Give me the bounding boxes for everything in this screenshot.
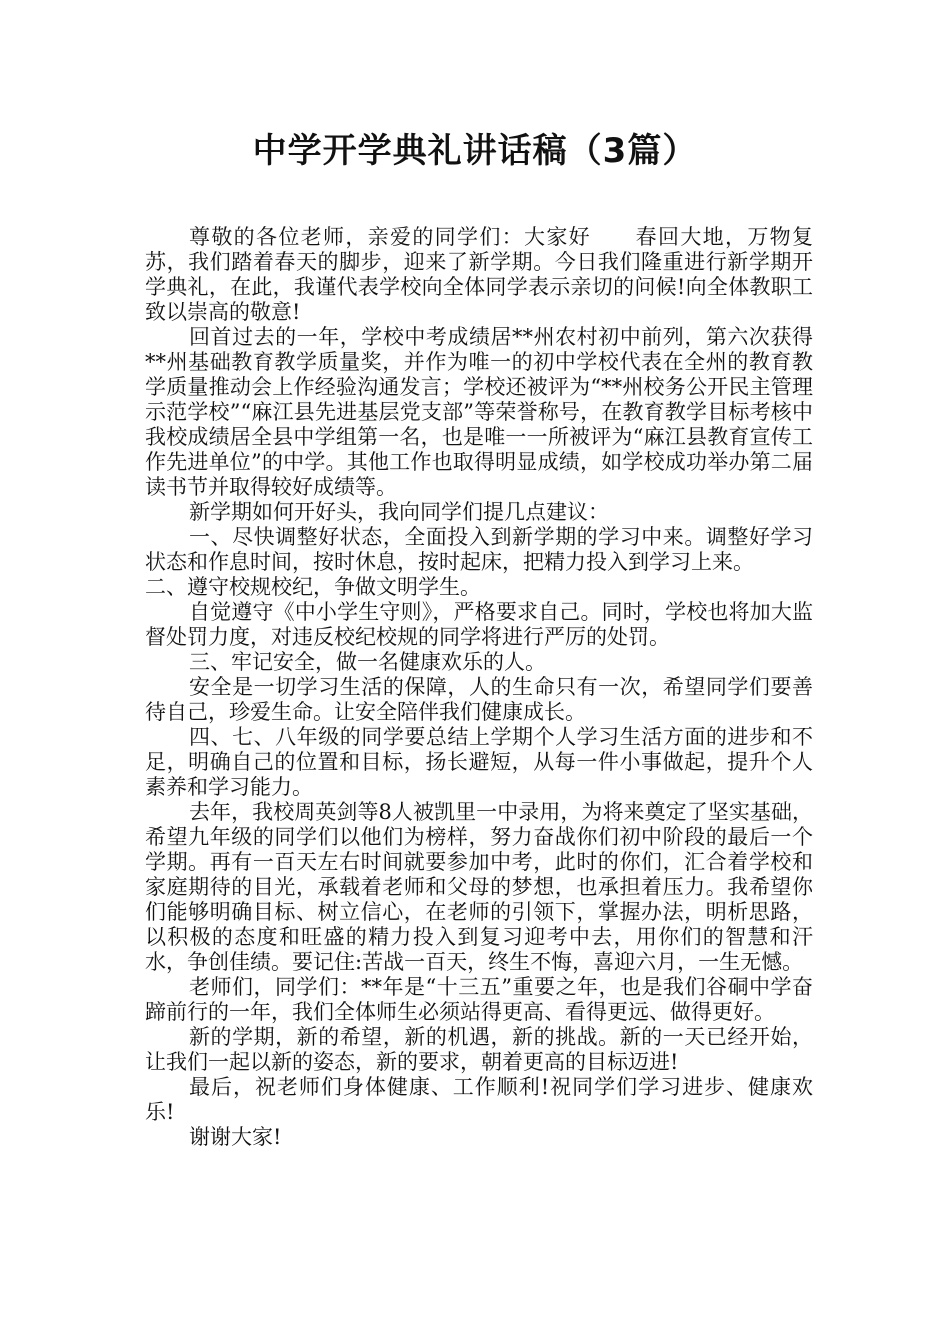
- document-body: [145, 225, 813, 1150]
- document-title: 中学开学典礼讲话稿（3篇）: [252, 131, 698, 171]
- paragraph: 老师们，同学们：**年是“十三五”重要之年，也是我们谷硐中学奋蹄前行的一年，我们全体师生必须站得更高、看得更远、做得更好。: [145, 975, 813, 1024]
- paragraph: 二、遵守校规校纪，争做文明学生。: [145, 575, 481, 599]
- paragraph: 一、尽快调整好状态，全面投入到新学期的学习中来。调整好学习状态和作息时间，按时休息，按时起床，把精力投入到学习上来。: [145, 525, 813, 574]
- paragraph: 去年，我校周英剑等8人被凯里一中录用，为将来奠定了坚实基础，希望九年级的同学们以他们为榜样，努力奋战你们初中阶段的最后一个学期。再有一百天左右时间就要参加中考，此时的你们，汇合着学校和家庭期待的目光，承载着老师和父母的梦想，也承担着压力。我希望你们能够明确目标、树立信心，在老师的引领下，掌握办法，明析思路，以积极的态度和旺盛的精力投入到复习迎考中去，用你们的智慧和汗水，争创佳绩。要记住:苦战一百天，终生不悔，喜迎六月，一生无憾。: [145, 800, 813, 974]
- paragraph: 四、七、八年级的同学要总结上学期个人学习生活方面的进步和不足，明确自己的位置和目标，扬长避短，从每一件小事做起，提升个人素养和学习能力。: [145, 725, 813, 799]
- paragraph: 最后，祝老师们身体健康、工作顺利!祝同学们学习进步、健康欢乐!: [145, 1075, 813, 1124]
- paragraph: 安全是一切学习生活的保障，人的生命只有一次，希望同学们要善待自己，珍爱生命。让安全陪伴我们健康成长。: [145, 675, 813, 724]
- paragraph: 新的学期，新的希望，新的机遇，新的挑战。新的一天已经开始，让我们一起以新的姿态，新的要求，朝着更高的目标迈进!: [145, 1025, 813, 1074]
- paragraph: 三、牢记安全，做一名健康欢乐的人。: [189, 650, 546, 674]
- paragraph: 回首过去的一年，学校中考成绩居**州农村初中前列，第六次获得**州基础教育教学质量奖，并作为唯一的初中学校代表在全州的教育教学质量推动会上作经验沟通发言；学校还被评为“**州校务公开民主管理示范学校”“麻江县先进基层党支部”等荣誉称号，在教育教学目标考核中我校成绩居全县中学组第一名，也是唯一一所被评为“麻江县教育宣传工作先进单位”的中学。其他工作也取得明显成绩，如学校成功举办第二届读书节并取得较好成绩等。: [145, 325, 813, 499]
- paragraph: 尊敬的各位老师，亲爱的同学们：大家好 春回大地，万物复苏，我们踏着春天的脚步，迎来了新学期。今日我们隆重进行新学期开学典礼，在此，我谨代表学校向全体同学表示亲切的问候!向全体教职工致以崇高的敬意!: [145, 225, 813, 324]
- paragraph: 谢谢大家!: [189, 1125, 282, 1149]
- paragraph: 自觉遵守《中小学生守则》，严格要求自己。同时，学校也将加大监督处罚力度，对违反校纪校规的同学将进行严厉的处罚。: [145, 600, 813, 649]
- paragraph: 新学期如何开好头，我向同学们提几点建议：: [189, 500, 609, 524]
